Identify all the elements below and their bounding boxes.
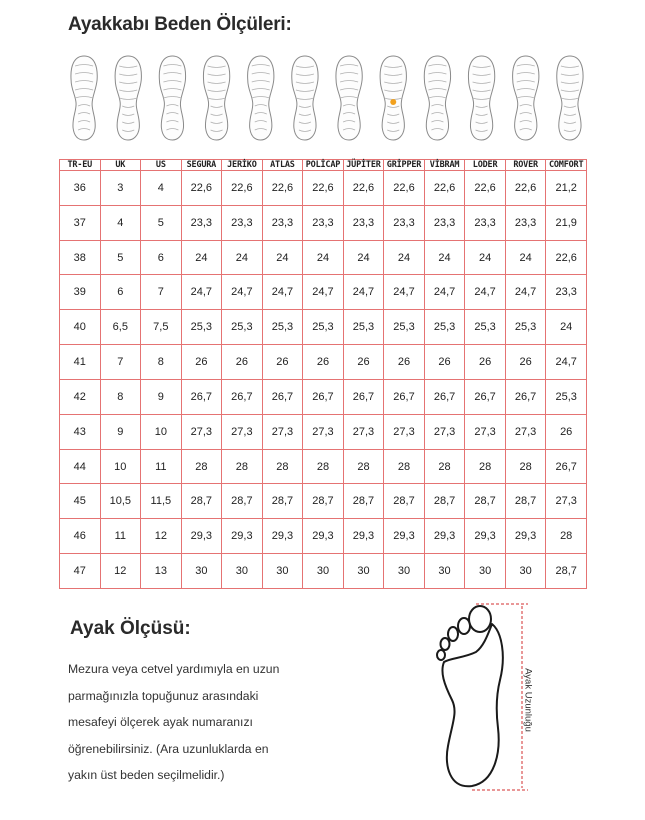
table-cell: 28 bbox=[424, 449, 465, 484]
table-cell: 38 bbox=[60, 240, 101, 275]
table-cell: 25,3 bbox=[505, 310, 546, 345]
table-cell: 45 bbox=[60, 484, 101, 519]
table-cell: 11,5 bbox=[141, 484, 182, 519]
table-cell: 28 bbox=[465, 449, 506, 484]
table-cell: 28 bbox=[303, 449, 344, 484]
table-cell: 12 bbox=[141, 519, 182, 554]
table-header-row bbox=[60, 160, 587, 171]
table-cell: 26,7 bbox=[424, 379, 465, 414]
table-cell: 24 bbox=[222, 240, 263, 275]
table-cell: 30 bbox=[505, 554, 546, 589]
table-row bbox=[60, 275, 587, 310]
table-row bbox=[60, 554, 587, 589]
table-cell: 23,3 bbox=[465, 205, 506, 240]
table-cell: 24 bbox=[181, 240, 222, 275]
table-cell: 22,6 bbox=[343, 171, 384, 206]
table-cell: 26 bbox=[424, 345, 465, 380]
table-cell: 8 bbox=[100, 379, 141, 414]
table-cell: 23,3 bbox=[303, 205, 344, 240]
table-cell: 21,2 bbox=[546, 171, 587, 206]
table-cell: 26,7 bbox=[546, 449, 587, 484]
table-cell: 28,7 bbox=[343, 484, 384, 519]
table-cell: 26,7 bbox=[384, 379, 425, 414]
table-cell: 29,3 bbox=[303, 519, 344, 554]
sole-icons-row bbox=[62, 54, 592, 142]
page-title: Ayakkabı Beden Ölçüleri: bbox=[68, 14, 292, 35]
sole-icon-8 bbox=[380, 56, 406, 140]
table-cell: 22,6 bbox=[546, 240, 587, 275]
table-cell: 37 bbox=[60, 205, 101, 240]
sole-icon-12 bbox=[557, 56, 583, 140]
table-cell: 29,3 bbox=[465, 519, 506, 554]
table-cell: 5 bbox=[141, 205, 182, 240]
table-cell: 25,3 bbox=[222, 310, 263, 345]
table-cell: 22,6 bbox=[424, 171, 465, 206]
table-cell: 8 bbox=[141, 345, 182, 380]
column-header: JÜPİTER bbox=[343, 160, 384, 171]
table-cell: 9 bbox=[100, 414, 141, 449]
table-cell: 29,3 bbox=[262, 519, 303, 554]
table-cell: 24,7 bbox=[181, 275, 222, 310]
description-line: yakın üst beden seçilmelidir.) bbox=[68, 768, 225, 782]
column-header: POLİCAP bbox=[303, 160, 344, 171]
foot-measure-title: Ayak Ölçüsü: bbox=[70, 618, 191, 639]
table-cell: 5 bbox=[100, 240, 141, 275]
sole-icon-9 bbox=[424, 56, 450, 140]
table-cell: 43 bbox=[60, 414, 101, 449]
table-cell: 30 bbox=[181, 554, 222, 589]
table-cell: 28,7 bbox=[181, 484, 222, 519]
table-cell: 4 bbox=[141, 171, 182, 206]
table-cell: 25,3 bbox=[303, 310, 344, 345]
table-cell: 42 bbox=[60, 379, 101, 414]
column-header: JERİKO bbox=[222, 160, 263, 171]
table-cell: 41 bbox=[60, 345, 101, 380]
table-cell: 24,7 bbox=[546, 345, 587, 380]
table-cell: 25,3 bbox=[181, 310, 222, 345]
column-header: VİBRAM bbox=[424, 160, 465, 171]
foot-length-label: Ayak Uzunluğu bbox=[522, 668, 534, 732]
table-row bbox=[60, 205, 587, 240]
table-cell: 28,7 bbox=[384, 484, 425, 519]
table-row bbox=[60, 484, 587, 519]
table-cell: 28 bbox=[262, 449, 303, 484]
table-row bbox=[60, 345, 587, 380]
table-row bbox=[60, 379, 587, 414]
table-cell: 29,3 bbox=[505, 519, 546, 554]
table-cell: 23,3 bbox=[546, 275, 587, 310]
table-cell: 6 bbox=[100, 275, 141, 310]
table-cell: 7 bbox=[141, 275, 182, 310]
table-cell: 24 bbox=[262, 240, 303, 275]
table-cell: 28,7 bbox=[303, 484, 344, 519]
table-cell: 12 bbox=[100, 554, 141, 589]
table-cell: 28,7 bbox=[222, 484, 263, 519]
table-cell: 24 bbox=[465, 240, 506, 275]
table-cell: 10,5 bbox=[100, 484, 141, 519]
table-cell: 6 bbox=[141, 240, 182, 275]
table-cell: 25,3 bbox=[424, 310, 465, 345]
table-row bbox=[60, 240, 587, 275]
table-cell: 24 bbox=[505, 240, 546, 275]
table-cell: 22,6 bbox=[384, 171, 425, 206]
table-cell: 46 bbox=[60, 519, 101, 554]
table-cell: 26 bbox=[303, 345, 344, 380]
column-header: US bbox=[141, 160, 182, 171]
table-cell: 24,7 bbox=[465, 275, 506, 310]
table-cell: 22,6 bbox=[222, 171, 263, 206]
table-cell: 29,3 bbox=[222, 519, 263, 554]
table-cell: 28,7 bbox=[262, 484, 303, 519]
table-cell: 29,3 bbox=[424, 519, 465, 554]
description-line: parmağınızla topuğunuz arasındaki bbox=[68, 688, 259, 703]
table-cell: 22,6 bbox=[181, 171, 222, 206]
column-header: ROVER bbox=[505, 160, 546, 171]
table-cell: 40 bbox=[60, 310, 101, 345]
table-cell: 24,7 bbox=[384, 275, 425, 310]
table-cell: 13 bbox=[141, 554, 182, 589]
table-cell: 27,3 bbox=[384, 414, 425, 449]
vibram-badge-icon bbox=[390, 99, 396, 105]
table-cell: 24 bbox=[303, 240, 344, 275]
table-cell: 22,6 bbox=[262, 171, 303, 206]
size-table bbox=[59, 159, 587, 589]
column-header: COMFORT bbox=[546, 160, 587, 171]
table-cell: 30 bbox=[384, 554, 425, 589]
table-cell: 10 bbox=[100, 449, 141, 484]
table-row bbox=[60, 414, 587, 449]
table-cell: 30 bbox=[222, 554, 263, 589]
table-cell: 25,3 bbox=[546, 379, 587, 414]
table-cell: 28 bbox=[181, 449, 222, 484]
table-cell: 7,5 bbox=[141, 310, 182, 345]
table-cell: 26 bbox=[505, 345, 546, 380]
table-cell: 26,7 bbox=[465, 379, 506, 414]
table-cell: 24,7 bbox=[303, 275, 344, 310]
table-cell: 24,7 bbox=[505, 275, 546, 310]
table-cell: 28,7 bbox=[465, 484, 506, 519]
sole-icon-6 bbox=[292, 56, 318, 140]
table-row bbox=[60, 310, 587, 345]
table-cell: 26,7 bbox=[505, 379, 546, 414]
table-cell: 30 bbox=[424, 554, 465, 589]
table-cell: 6,5 bbox=[100, 310, 141, 345]
table-cell: 36 bbox=[60, 171, 101, 206]
table-cell: 22,6 bbox=[303, 171, 344, 206]
table-cell: 28 bbox=[222, 449, 263, 484]
table-cell: 23,3 bbox=[384, 205, 425, 240]
description-line: Mezura veya cetvel yardımıyla en uzun bbox=[68, 662, 280, 676]
table-cell: 39 bbox=[60, 275, 101, 310]
column-header: LODER bbox=[465, 160, 506, 171]
table-cell: 23,3 bbox=[343, 205, 384, 240]
table-cell: 3 bbox=[100, 171, 141, 206]
description-line: öğrenebilirsiniz. (Ara uzunluklarda en bbox=[68, 741, 269, 756]
table-cell: 24,7 bbox=[424, 275, 465, 310]
column-header: TR-EU bbox=[60, 160, 101, 171]
table-cell: 24,7 bbox=[222, 275, 263, 310]
table-cell: 30 bbox=[262, 554, 303, 589]
table-cell: 9 bbox=[141, 379, 182, 414]
table-cell: 28 bbox=[384, 449, 425, 484]
table-row bbox=[60, 519, 587, 554]
table-cell: 27,3 bbox=[505, 414, 546, 449]
table-cell: 26 bbox=[546, 414, 587, 449]
table-cell: 30 bbox=[465, 554, 506, 589]
sole-icon-11 bbox=[513, 56, 539, 140]
table-cell: 27,3 bbox=[546, 484, 587, 519]
table-cell: 23,3 bbox=[505, 205, 546, 240]
table-cell: 26 bbox=[222, 345, 263, 380]
table-cell: 28,7 bbox=[505, 484, 546, 519]
table-cell: 27,3 bbox=[181, 414, 222, 449]
table-row bbox=[60, 171, 587, 206]
table-cell: 11 bbox=[141, 449, 182, 484]
table-cell: 47 bbox=[60, 554, 101, 589]
sole-icon-3 bbox=[159, 56, 185, 140]
table-cell: 26,7 bbox=[343, 379, 384, 414]
table-cell: 26 bbox=[262, 345, 303, 380]
table-cell: 23,3 bbox=[424, 205, 465, 240]
table-cell: 4 bbox=[100, 205, 141, 240]
foot-measure-description bbox=[68, 656, 318, 789]
table-cell: 26 bbox=[343, 345, 384, 380]
table-body bbox=[60, 171, 587, 589]
table-cell: 24 bbox=[343, 240, 384, 275]
table-cell: 30 bbox=[343, 554, 384, 589]
table-cell: 24,7 bbox=[262, 275, 303, 310]
table-cell: 29,3 bbox=[343, 519, 384, 554]
table-cell: 7 bbox=[100, 345, 141, 380]
table-cell: 25,3 bbox=[262, 310, 303, 345]
description-line: mesafeyi ölçerek ayak numaranızı bbox=[68, 715, 253, 729]
table-cell: 27,3 bbox=[262, 414, 303, 449]
table-cell: 10 bbox=[141, 414, 182, 449]
table-cell: 27,3 bbox=[465, 414, 506, 449]
table-cell: 25,3 bbox=[465, 310, 506, 345]
table-cell: 26,7 bbox=[262, 379, 303, 414]
table-cell: 24,7 bbox=[343, 275, 384, 310]
table-cell: 29,3 bbox=[181, 519, 222, 554]
table-cell: 28 bbox=[505, 449, 546, 484]
table-cell: 29,3 bbox=[384, 519, 425, 554]
table-cell: 21,9 bbox=[546, 205, 587, 240]
table-cell: 30 bbox=[303, 554, 344, 589]
table-cell: 28,7 bbox=[424, 484, 465, 519]
table-cell: 22,6 bbox=[465, 171, 506, 206]
sole-icon-2 bbox=[115, 56, 141, 140]
sole-icon-5 bbox=[248, 56, 274, 140]
table-cell: 26,7 bbox=[303, 379, 344, 414]
column-header: GRİPPER bbox=[384, 160, 425, 171]
table-cell: 24 bbox=[546, 310, 587, 345]
column-header: UK bbox=[100, 160, 141, 171]
table-cell: 27,3 bbox=[424, 414, 465, 449]
table-cell: 28 bbox=[546, 519, 587, 554]
column-header: ATLAS bbox=[262, 160, 303, 171]
table-cell: 27,3 bbox=[222, 414, 263, 449]
table-cell: 26 bbox=[465, 345, 506, 380]
column-header: SEGURA bbox=[181, 160, 222, 171]
sole-icon-7 bbox=[336, 56, 362, 140]
sole-icon-10 bbox=[468, 56, 494, 140]
table-cell: 44 bbox=[60, 449, 101, 484]
table-cell: 28,7 bbox=[546, 554, 587, 589]
table-cell: 27,3 bbox=[303, 414, 344, 449]
table-cell: 26,7 bbox=[222, 379, 263, 414]
table-cell: 25,3 bbox=[384, 310, 425, 345]
table-cell: 25,3 bbox=[343, 310, 384, 345]
table-cell: 11 bbox=[100, 519, 141, 554]
sole-icons bbox=[62, 54, 592, 142]
sole-icon-4 bbox=[203, 56, 229, 140]
table-cell: 26,7 bbox=[181, 379, 222, 414]
table-row bbox=[60, 449, 587, 484]
table-cell: 24 bbox=[384, 240, 425, 275]
table-cell: 24 bbox=[424, 240, 465, 275]
table-cell: 26 bbox=[181, 345, 222, 380]
table-cell: 26 bbox=[384, 345, 425, 380]
table-cell: 27,3 bbox=[343, 414, 384, 449]
table-cell: 23,3 bbox=[262, 205, 303, 240]
sole-icon-1 bbox=[71, 56, 97, 140]
table-cell: 28 bbox=[343, 449, 384, 484]
table-cell: 23,3 bbox=[181, 205, 222, 240]
table-cell: 23,3 bbox=[222, 205, 263, 240]
table-cell: 22,6 bbox=[505, 171, 546, 206]
